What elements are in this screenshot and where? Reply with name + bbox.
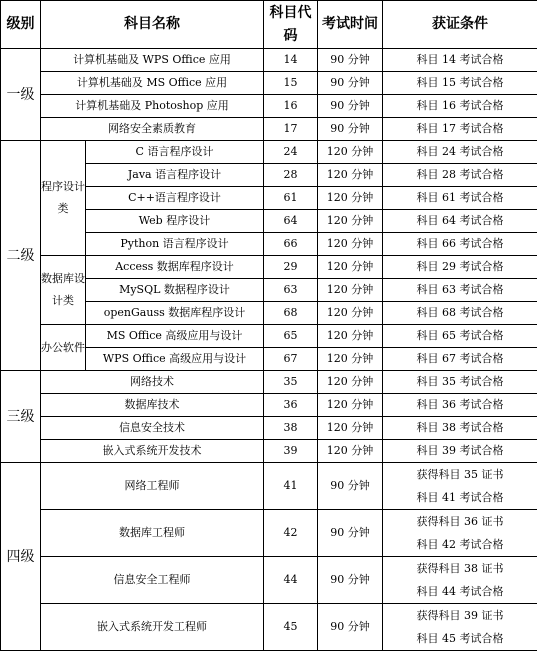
table-row: [1, 463, 537, 510]
cert-condition: 科目 15 考试合格: [383, 72, 537, 95]
exam-time: 120 分钟: [318, 187, 383, 210]
subject-name: WPS Office 高级应用与设计: [86, 348, 264, 371]
subject-name: MS Office 高级应用与设计: [86, 325, 264, 348]
cert-condition: 科目 68 考试合格: [383, 302, 537, 325]
subject-name: 嵌入式系统开发工程师: [41, 604, 264, 651]
cert-condition: 科目 35 考试合格: [383, 371, 537, 394]
subject-code: 65: [264, 325, 318, 348]
subject-code: 24: [264, 141, 318, 164]
subject-code: 16: [264, 95, 318, 118]
subject-code: 39: [264, 440, 318, 463]
exam-time: 120 分钟: [318, 256, 383, 279]
subject-code: 66: [264, 233, 318, 256]
subject-name: 数据库工程师: [41, 510, 264, 557]
header-cert-condition: 获证条件: [383, 1, 537, 49]
cert-condition: 科目 29 考试合格: [383, 256, 537, 279]
subject-code: 45: [264, 604, 318, 651]
subject-name: 网络技术: [41, 371, 264, 394]
subject-code: 36: [264, 394, 318, 417]
cert-condition: 科目 24 考试合格: [383, 141, 537, 164]
subject-code: 61: [264, 187, 318, 210]
cert-condition: [383, 463, 537, 510]
subject-name: 信息安全工程师: [41, 557, 264, 604]
exam-time: 90 分钟: [318, 49, 383, 72]
table-row: [1, 371, 537, 394]
group-cell: 办公软件: [41, 325, 86, 371]
subject-code: 41: [264, 463, 318, 510]
exam-time: 120 分钟: [318, 164, 383, 187]
group-cell: 程序设计类: [41, 141, 86, 256]
subject-code: 35: [264, 371, 318, 394]
subject-name: 数据库技术: [41, 394, 264, 417]
subject-code: 68: [264, 302, 318, 325]
subject-name: MySQL 数据程序设计: [86, 279, 264, 302]
cert-condition: 科目 14 考试合格: [383, 49, 537, 72]
table-row: [1, 49, 537, 72]
subject-name: Web 程序设计: [86, 210, 264, 233]
subject-name: 信息安全技术: [41, 417, 264, 440]
table-row: [1, 118, 537, 141]
header-subject-code: 科目代码: [264, 1, 318, 49]
table-row: [1, 394, 537, 417]
exam-time: 90 分钟: [318, 72, 383, 95]
level-cell: 一级: [1, 49, 41, 141]
subject-name: C 语言程序设计: [86, 141, 264, 164]
header-level: 级别: [1, 1, 41, 49]
table-row: [1, 72, 537, 95]
exam-time: 120 分钟: [318, 348, 383, 371]
cert-condition: 科目 28 考试合格: [383, 164, 537, 187]
group-cell: 数据库设计类: [41, 256, 86, 325]
cert-condition: 科目 67 考试合格: [383, 348, 537, 371]
subject-code: 38: [264, 417, 318, 440]
cert-condition-line: 科目 42 考试合格: [416, 538, 504, 551]
table-row: [1, 557, 537, 604]
subject-code: 28: [264, 164, 318, 187]
table-row: [1, 417, 537, 440]
cert-condition: 科目 16 考试合格: [383, 95, 537, 118]
table-row: [1, 510, 537, 557]
cert-condition-line: 科目 44 考试合格: [416, 585, 504, 598]
exam-time: 120 分钟: [318, 210, 383, 233]
cert-condition: 科目 39 考试合格: [383, 440, 537, 463]
cert-condition: 科目 61 考试合格: [383, 187, 537, 210]
exam-time: 120 分钟: [318, 394, 383, 417]
subject-name: 计算机基础及 MS Office 应用: [41, 72, 264, 95]
subject-name: Python 语言程序设计: [86, 233, 264, 256]
exam-time: 120 分钟: [318, 417, 383, 440]
subject-name: Java 语言程序设计: [86, 164, 264, 187]
exam-time: 120 分钟: [318, 371, 383, 394]
header-row: [1, 1, 537, 49]
subject-code: 42: [264, 510, 318, 557]
cert-condition: [383, 604, 537, 651]
subject-code: 64: [264, 210, 318, 233]
exam-time: 120 分钟: [318, 325, 383, 348]
subject-name: 计算机基础及 WPS Office 应用: [41, 49, 264, 72]
subject-name: 计算机基础及 Photoshop 应用: [41, 95, 264, 118]
subject-code: 67: [264, 348, 318, 371]
cert-condition-line: 科目 45 考试合格: [416, 632, 504, 645]
cert-condition: 科目 65 考试合格: [383, 325, 537, 348]
subject-code: 15: [264, 72, 318, 95]
subject-code: 17: [264, 118, 318, 141]
exam-time: 90 分钟: [318, 557, 383, 604]
header-exam-time: 考试时间: [318, 1, 383, 49]
exam-time: 120 分钟: [318, 302, 383, 325]
subject-name: 网络安全素质教育: [41, 118, 264, 141]
cert-condition: 科目 38 考试合格: [383, 417, 537, 440]
exam-time: 90 分钟: [318, 604, 383, 651]
cert-condition-line: 获得科目 35 证书: [416, 468, 504, 481]
cert-condition-line: 获得科目 38 证书: [416, 562, 504, 575]
table-row: [1, 95, 537, 118]
subject-name: 网络工程师: [41, 463, 264, 510]
header-subject-name: 科目名称: [41, 1, 264, 49]
table-row: [1, 325, 537, 348]
cert-condition: 科目 66 考试合格: [383, 233, 537, 256]
cert-condition-line: 获得科目 36 证书: [416, 515, 504, 528]
exam-time: 90 分钟: [318, 95, 383, 118]
subject-code: 29: [264, 256, 318, 279]
cert-condition: 科目 63 考试合格: [383, 279, 537, 302]
exam-time: 120 分钟: [318, 141, 383, 164]
level-cell: 四级: [1, 463, 41, 651]
level-cell: 三级: [1, 371, 41, 463]
exam-time: 90 分钟: [318, 510, 383, 557]
table-row: [1, 141, 537, 164]
exam-time: 90 分钟: [318, 118, 383, 141]
cert-condition: 科目 64 考试合格: [383, 210, 537, 233]
table-row: [1, 604, 537, 651]
subject-code: 63: [264, 279, 318, 302]
subject-name: 嵌入式系统开发技术: [41, 440, 264, 463]
exam-time: 90 分钟: [318, 463, 383, 510]
subject-code: 14: [264, 49, 318, 72]
subject-name: Access 数据库程序设计: [86, 256, 264, 279]
cert-condition: [383, 557, 537, 604]
cert-condition: 科目 36 考试合格: [383, 394, 537, 417]
cert-condition-line: 科目 41 考试合格: [416, 491, 504, 504]
level-cell: 二级: [1, 141, 41, 371]
subject-code: 44: [264, 557, 318, 604]
exam-time: 120 分钟: [318, 279, 383, 302]
exam-time: 120 分钟: [318, 440, 383, 463]
exam-time: 120 分钟: [318, 233, 383, 256]
table-row: [1, 440, 537, 463]
table-row: [1, 256, 537, 279]
subject-name: openGauss 数据库程序设计: [86, 302, 264, 325]
cert-condition: 科目 17 考试合格: [383, 118, 537, 141]
cert-condition: [383, 510, 537, 557]
subject-name: C++语言程序设计: [86, 187, 264, 210]
cert-condition-line: 获得科目 39 证书: [416, 609, 504, 622]
